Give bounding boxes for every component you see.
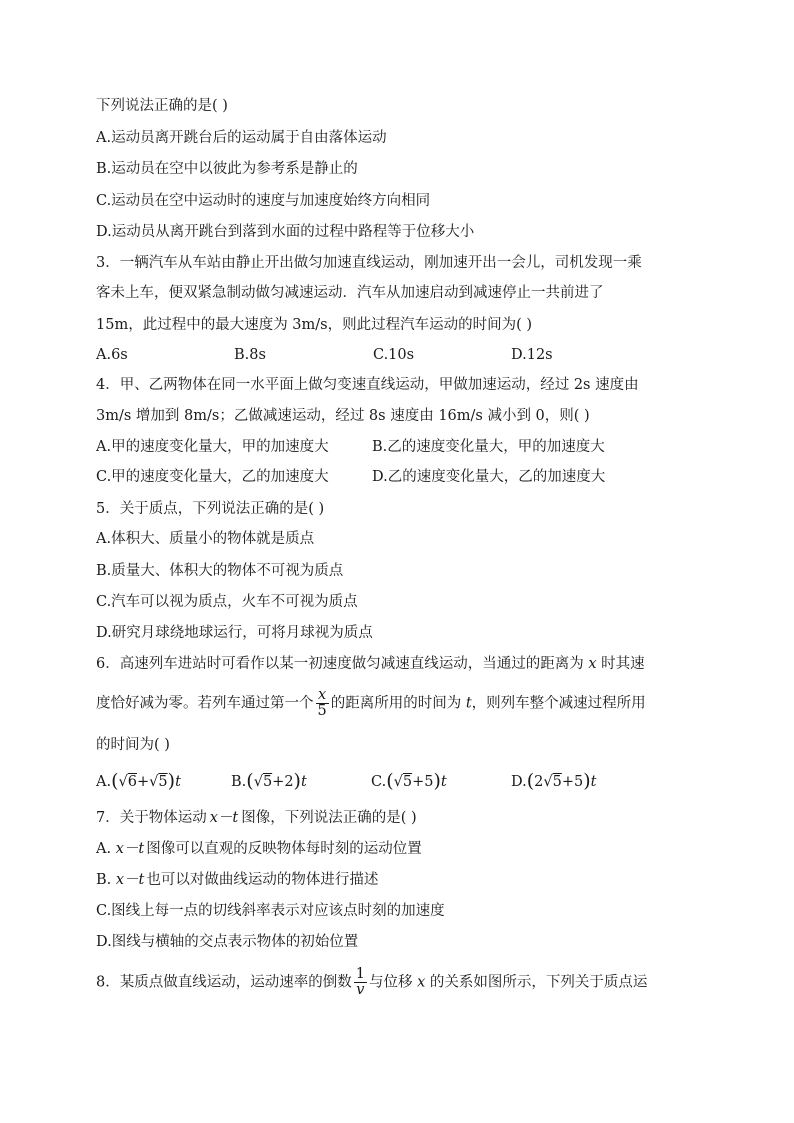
q6-option-a-label: A. xyxy=(96,774,112,790)
q5-option-c: C.汽车可以视为质点，火车不可视为质点 xyxy=(96,594,358,610)
q6-option-b-t: t xyxy=(300,774,307,790)
q6-option-a: A.(√6+√5)t xyxy=(96,770,181,792)
q6-option-a-radicand-1: 6 xyxy=(127,774,137,790)
q7-stem-post: 图像，下列说法正确的是( ) xyxy=(241,810,417,826)
q7-option-b-xt: x－t xyxy=(115,872,145,888)
q3-option-c: C.10s xyxy=(373,347,415,363)
q7-stem-pre: 7．关于物体运动 xyxy=(96,810,207,826)
q4-line-2: 3m/s 增加到 8m/s；乙做减速运动，经过 8s 速度由 16m/s 减小到 0，则( ) xyxy=(96,408,590,424)
q6-option-c: C.(√5+5)t xyxy=(371,770,447,792)
q6-option-d-radicand: 5 xyxy=(552,774,562,790)
q6-var-t: t xyxy=(465,695,472,712)
q7-option-a-label: A. xyxy=(96,841,112,857)
q8-stem-post: 的关系如图所示，下列关于质点运 xyxy=(429,974,648,991)
q4-option-c: C.甲的速度变化量大，乙的加速度大 xyxy=(96,469,329,485)
q3-line-3: 15m，此过程中的最大速度为 3m/s，则此过程汽车运动的时间为( ) xyxy=(96,317,533,333)
q6-option-a-t: t xyxy=(175,774,181,790)
q6-line-1-post: 时其速 xyxy=(601,656,645,672)
q6-option-d-coef: 2 xyxy=(534,774,544,790)
q6-option-a-radicand-2: 5 xyxy=(158,774,168,790)
q7-option-b-text: 也可以对做曲线运动的物体进行描述 xyxy=(146,872,379,888)
q6-fraction-numerator: x xyxy=(316,688,329,704)
q5-stem: 5．关于质点，下列说法正确的是( ) xyxy=(96,501,325,517)
q6-option-d-t: t xyxy=(590,774,597,790)
q3-line-2: 客未上车，便双紧急制动做匀减速运动．汽车从加速启动到减速停止一共前进了 xyxy=(96,285,604,301)
q7-option-c: C.图线上每一点的切线斜率表示对应该点时刻的加速度 xyxy=(96,903,445,919)
q7-option-d: D.图线与横轴的交点表示物体的初始位置 xyxy=(96,934,359,950)
q6-option-b-label: B. xyxy=(231,774,247,790)
q6-option-d: D.(2√5+5)t xyxy=(511,770,597,792)
q7-option-a-text: 图像可以直观的反映物体每时刻的运动位置 xyxy=(146,841,422,857)
q4-option-d: D.乙的速度变化量大，乙的加速度大 xyxy=(372,469,606,485)
q6-option-c-label: C. xyxy=(371,774,387,790)
q8-var-x: x xyxy=(417,974,426,991)
q6-option-b-rest: +2 xyxy=(272,774,294,790)
q6-line-1 xyxy=(96,654,704,674)
q6-option-b: B.(√5+2)t xyxy=(231,770,307,792)
q2-option-d: D.运动员从离开跳台到落到水面的过程中路程等于位移大小 xyxy=(96,224,475,240)
q7-option-b xyxy=(96,870,704,890)
q6-line-1-pre: 6．高速列车进站时可看作以某一初速度做匀减速直线运动，当通过的距离为 xyxy=(96,656,584,672)
q6-line-3: 的时间为( ) xyxy=(96,737,170,753)
q6-line-2-mid: 的距离所用的时间为 xyxy=(330,695,462,712)
q8-stem xyxy=(96,967,704,998)
q8-fraction xyxy=(354,967,367,998)
q6-option-d-label: D. xyxy=(511,774,527,790)
q6-option-c-t: t xyxy=(440,774,447,790)
q5-option-d: D.研究月球绕地球运行，可将月球视为质点 xyxy=(96,625,373,641)
q6-line-2-post: ，则列车整个减速过程所用 xyxy=(471,695,646,712)
q3-option-a: A.6s xyxy=(96,347,128,363)
q2-stem: 下列说法正确的是( ) xyxy=(96,98,228,114)
q7-xt: x－t xyxy=(209,810,239,826)
q8-stem-mid: 与位移 xyxy=(368,974,413,991)
q7-stem xyxy=(96,808,704,828)
q3-line-1: 3．一辆汽车从车站由静止开出做匀加速直线运动，刚加速开出一会儿，司机发现一乘 xyxy=(96,255,642,271)
q4-option-b: B.乙的速度变化量大，甲的加速度大 xyxy=(372,439,605,455)
q4-option-a: A.甲的速度变化量大，甲的加速度大 xyxy=(96,439,329,455)
q2-option-c: C.运动员在空中运动时的速度与加速度始终方向相同 xyxy=(96,193,431,209)
q6-option-c-radicand: 5 xyxy=(402,774,413,790)
q6-option-a-plus: + xyxy=(137,774,150,790)
q6-fraction-denominator: 5 xyxy=(317,703,327,719)
q4-line-1: 4．甲、乙两物体在同一水平面上做匀变速直线运动，甲做加速运动，经过 2s 速度由 xyxy=(96,377,639,393)
q6-line-2 xyxy=(96,688,704,719)
q3-option-b: B.8s xyxy=(234,347,266,363)
q7-option-b-label: B. xyxy=(96,872,112,888)
q8-fraction-denominator: v xyxy=(356,982,365,998)
q7-option-a xyxy=(96,839,704,859)
q5-option-b: B.质量大、体积大的物体不可视为质点 xyxy=(96,563,344,579)
q5-option-a: A.体积大、质量小的物体就是质点 xyxy=(96,531,315,547)
q6-line-2-pre: 度恰好减为零。若列车通过第一个 xyxy=(96,695,314,712)
q8-stem-pre: 8．某质点做直线运动，运动速率的倒数 xyxy=(96,974,352,991)
q2-option-a: A.运动员离开跳台后的运动属于自由落体运动 xyxy=(96,130,387,146)
q6-fraction xyxy=(316,688,329,719)
q6-option-c-rest: +5 xyxy=(412,774,434,790)
q6-option-d-rest: +5 xyxy=(561,774,584,790)
q2-option-b: B.运动员在空中以彼此为参考系是静止的 xyxy=(96,161,358,177)
q6-option-b-radicand: 5 xyxy=(262,774,273,790)
q6-var-x: x xyxy=(588,656,597,672)
q7-option-a-xt: x－t xyxy=(115,841,145,857)
q8-fraction-numerator: 1 xyxy=(355,966,365,982)
q3-option-d: D.12s xyxy=(511,347,553,363)
